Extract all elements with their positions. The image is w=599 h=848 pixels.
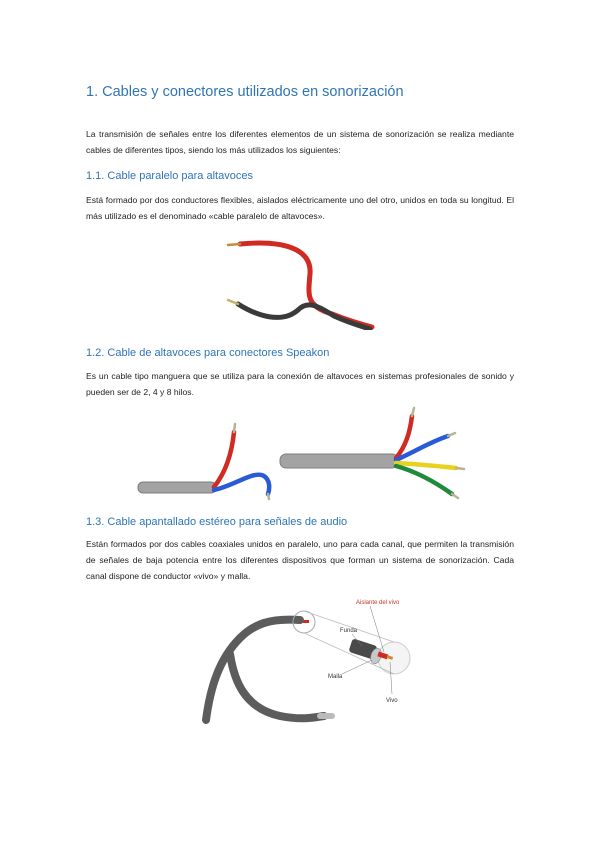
intro-paragraph: La transmisión de señales entre los diferentes elementos de un sistema de sonorización se realiza mediante cables de diferentes tipos, siendo los más utilizados los siguientes: xyxy=(86,129,514,155)
section-title-shielded-cable: 1.3. Cable apantallado estéreo para señales de audio xyxy=(86,516,348,528)
shielded-cable-diagram xyxy=(200,590,415,740)
label-funda: Funda xyxy=(340,628,358,634)
section-title-parallel-cable: 1.1. Cable paralelo para altavoces xyxy=(86,170,253,182)
section-text-shielded-cable: Están formados por dos cables coaxiales unidos en paralelo, uno para cada canal, que permiten la transmisión de señales de baja potencia entre los diferentes dispositivos que forman un sistema de sonorización. Cada canal dispone de conductor «vivo» y malla. xyxy=(86,539,514,581)
label-malla: Malla xyxy=(328,674,343,680)
page-heading: 1. Cables y conectores utilizados en sonorización xyxy=(86,84,404,100)
speakon-cable-image xyxy=(134,402,474,502)
section-title-speakon-cable: 1.2. Cable de altavoces para conectores Speakon xyxy=(86,347,330,359)
section-text-parallel-cable: Está formado por dos conductores flexibles, aislados eléctricamente uno del otro, unidos en toda su longitud. El más utilizado es el denominado «cable paralelo de altavoces». xyxy=(86,195,514,221)
label-vivo: Vivo xyxy=(386,698,398,704)
section-text-speakon-cable: Es un cable tipo manguera que se utiliza para la conexión de altavoces en sistemas profesionales de sonido y pueden ser de 2, 4 y 8 hilos. xyxy=(86,371,514,397)
label-aislante: Aislante del vivo xyxy=(356,600,400,606)
parallel-cable-image xyxy=(222,234,382,330)
